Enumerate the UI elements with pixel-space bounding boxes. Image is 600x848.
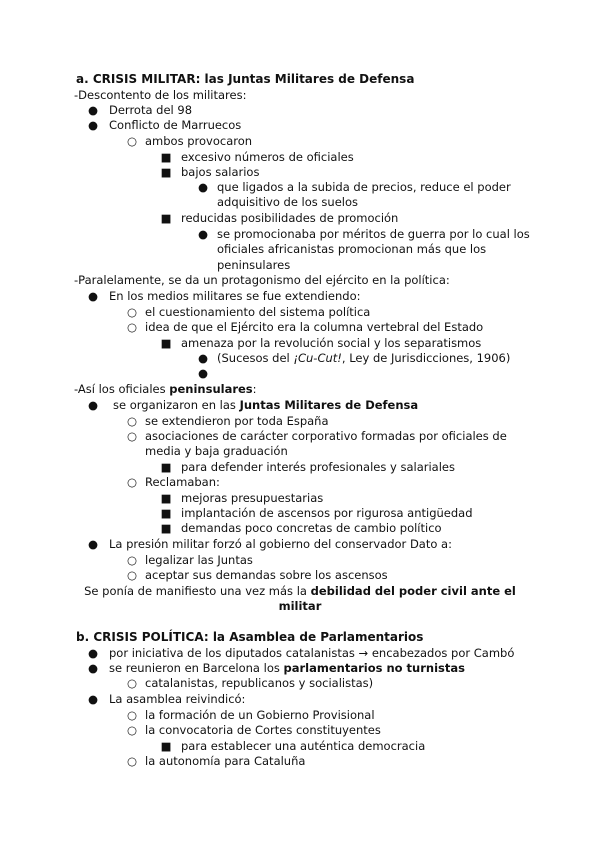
disc-bullet-icon: ● [87,646,99,660]
medios-item: En los medios militares se fue extendiendo: [109,289,361,303]
disc-bullet-icon: ● [87,398,99,412]
square-bullet-icon: ■ [160,491,172,505]
square-bullet-icon: ■ [160,506,172,520]
iniciativa-item: por iniciativa de los diputados catalanistas → encabezados por Cambó [109,646,515,660]
sucesos-text-c: , Ley de Jurisdicciones, 1906) [341,351,511,365]
circle-bullet-icon: ○ [126,754,138,768]
bajos-item: bajos salarios [181,165,260,179]
conflicto-item: Conflicto de Marruecos [109,118,242,132]
organizaron-text-b: Juntas Militares de Defensa [239,398,419,412]
square-bullet-icon: ■ [160,165,172,179]
extendieron-item: se extendieron por toda España [145,414,329,428]
establecer-item: para establecer una auténtica democracia [181,739,426,753]
square-bullet-icon: ■ [160,336,172,350]
circle-bullet-icon: ○ [126,414,138,428]
square-bullet-icon: ■ [160,739,172,753]
precios-item-line1: que ligados a la subida de precios, reduce el poder [217,180,511,194]
formacion-item: la formación de un Gobierno Provisional [145,708,375,722]
merito-item-line3: peninsulares [217,258,291,272]
reunieron-item [109,661,465,676]
disc-bullet-icon: ● [87,118,99,132]
sucesos-text-a: (Sucesos del [217,351,294,365]
square-bullet-icon: ■ [160,460,172,474]
defender-item: para defender interés profesionales y salariales [181,460,455,474]
circle-bullet-icon: ○ [126,676,138,690]
precios-item-line2: adquisitivo de los suelos [217,195,359,209]
disc-bullet-icon: ● [87,103,99,117]
excesivo-item: excesivo números de oficiales [181,150,354,164]
merito-item-line2: oficiales africanistas promocionan más que los [217,242,487,256]
asociaciones-item-line2: media y baja graduación [145,444,288,458]
derrota-item: Derrota del 98 [109,103,193,117]
paralelamente-line: -Paralelamente, se da un protagonismo del ejército en la política: [74,273,450,287]
descontento-line: -Descontento de los militares: [74,88,247,102]
asi-text-b: peninsulares [169,382,253,396]
aceptar-item: aceptar sus demandas sobre los ascensos [145,568,388,582]
disc-bullet-icon: ● [87,537,99,551]
disc-bullet-icon: ● [197,227,209,241]
square-bullet-icon: ■ [160,150,172,164]
cuestionamiento-item: el cuestionamiento del sistema política [145,305,371,319]
disc-bullet-icon: ● [197,180,209,194]
disc-bullet-icon: ● [87,289,99,303]
square-bullet-icon: ■ [160,521,172,535]
convocatoria-item: la convocatoria de Cortes constituyentes [145,723,381,737]
asi-text-c: : [252,382,257,396]
legalizar-item: legalizar las Juntas [145,553,253,567]
reunieron-text-b: parlamentarios no turnistas [283,661,465,675]
sucesos-text-b: ¡Cu-Cut! [293,351,342,365]
circle-bullet-icon: ○ [126,708,138,722]
reunieron-text-a: se reunieron en Barcelona los [109,661,284,675]
autonomia-item: la autonomía para Cataluña [145,754,306,768]
organizaron-text-a: se organizaron en las [113,398,240,412]
reclamaban-item: Reclamaban: [145,475,220,489]
asi-line [74,382,257,397]
circle-bullet-icon: ○ [126,553,138,567]
circle-bullet-icon: ○ [126,429,138,443]
amenaza-item: amenaza por la revolución social y los separatismos [181,336,482,350]
asamblea-item: La asamblea reivindicó: [109,692,246,706]
manifiesto-line2: militar [278,599,322,613]
square-bullet-icon: ■ [160,211,172,225]
manifiesto-line1 [80,584,520,599]
circle-bullet-icon: ○ [126,320,138,334]
presion-item: La presión militar forzó al gobierno del conservador Dato a: [109,537,452,551]
catalanistas-item: catalanistas, republicanos y socialistas) [145,676,374,690]
asociaciones-item-line1: asociaciones de carácter corporativo formadas por oficiales de [145,429,507,443]
demandas-item: demandas poco concretas de cambio político [181,521,442,535]
implantacion-item: implantación de ascensos por rigurosa antigüedad [181,506,473,520]
disc-bullet-icon: ● [87,692,99,706]
circle-bullet-icon: ○ [126,305,138,319]
ambos-item: ambos provocaron [145,134,253,148]
mejoras-item: mejoras presupuestarias [181,491,324,505]
reducidas-item: reducidas posibilidades de promoción [181,211,399,225]
section-b-title: b. CRISIS POLÍTICA: la Asamblea de Parlamentarios [76,630,424,644]
circle-bullet-icon: ○ [126,475,138,489]
manifiesto-text-a: Se ponía de manifiesto una vez más la [84,584,311,598]
sucesos-item [217,351,510,366]
circle-bullet-icon: ○ [126,568,138,582]
manifiesto-text-b: debilidad del poder civil ante el [310,584,516,598]
circle-bullet-icon: ○ [126,723,138,737]
disc-bullet-icon: ● [197,366,209,380]
section-a-title: a. CRISIS MILITAR: las Juntas Militares de Defensa [76,72,415,86]
disc-bullet-icon: ● [197,351,209,365]
idea-item: idea de que el Ejército era la columna vertebral del Estado [145,320,484,334]
organizaron-item [113,398,418,413]
merito-item-line1: se promocionaba por méritos de guerra por lo cual los [217,227,530,241]
asi-text-a: -Así los oficiales [74,382,170,396]
disc-bullet-icon: ● [87,661,99,675]
circle-bullet-icon: ○ [126,134,138,148]
